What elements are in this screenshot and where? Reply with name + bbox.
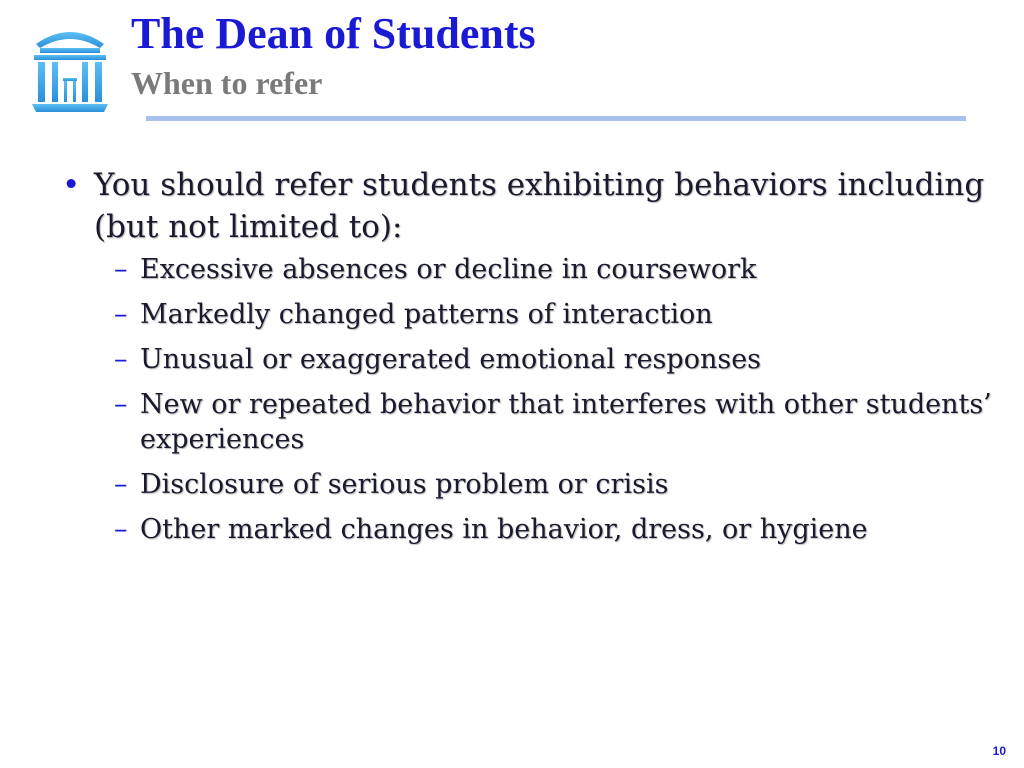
sub-bullet-text: Markedly changed patterns of interaction <box>140 299 713 330</box>
dash-icon: – <box>114 254 128 285</box>
sub-bullet-text: Unusual or exaggerated emotional responses <box>140 344 762 375</box>
slide-number: 10 <box>992 744 1006 758</box>
sub-bullet-item <box>114 252 992 287</box>
dash-icon: – <box>114 514 128 545</box>
old-well-icon <box>30 22 110 116</box>
sub-bullet-text: Excessive absences or decline in coursework <box>140 254 757 285</box>
dash-icon: – <box>114 469 128 500</box>
sub-bullet-item <box>114 387 992 457</box>
sub-bullet-list <box>114 252 992 547</box>
sub-bullet-item <box>114 342 992 377</box>
main-bullet-text: You should refer students exhibiting behaviors including (but not limited to): <box>94 167 985 245</box>
slide-subtitle: When to refer <box>131 65 323 101</box>
sub-bullet-text: Disclosure of serious problem or crisis <box>140 469 669 500</box>
bullet-icon: • <box>62 167 81 203</box>
dash-icon: – <box>114 344 128 375</box>
main-bullet <box>62 164 992 248</box>
sub-bullet-item <box>114 512 992 547</box>
slide-title: The Dean of Students <box>131 9 536 58</box>
dash-icon: – <box>114 299 128 330</box>
slide-body <box>62 164 992 557</box>
sub-bullet-text: New or repeated behavior that interferes with other students’ experiences <box>140 389 992 455</box>
sub-bullet-text: Other marked changes in behavior, dress, or hygiene <box>140 514 868 545</box>
dash-icon: – <box>114 389 128 420</box>
sub-bullet-item <box>114 467 992 502</box>
sub-bullet-item <box>114 297 992 332</box>
title-divider <box>146 116 966 121</box>
